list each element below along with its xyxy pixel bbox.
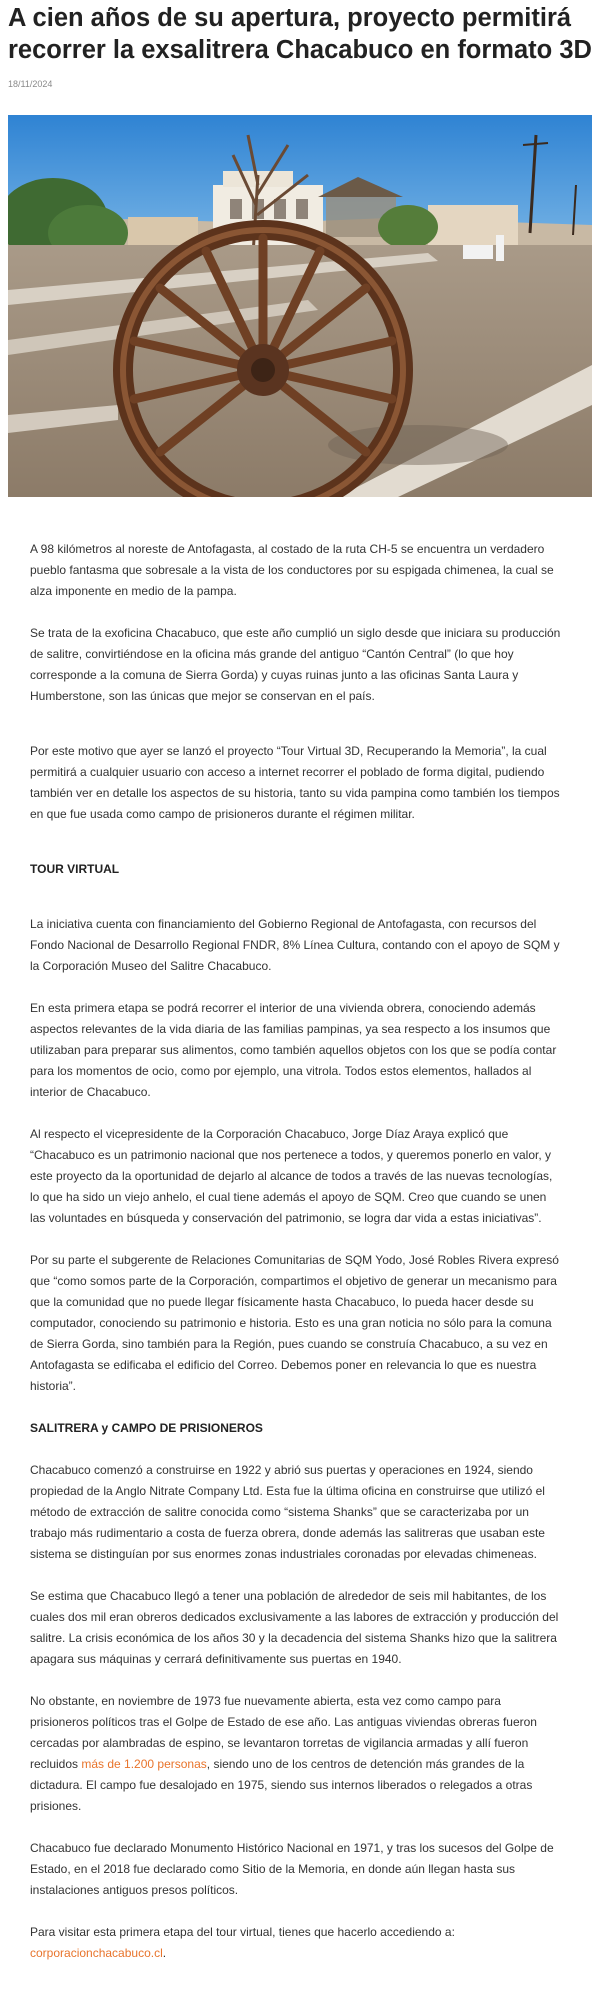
article-title: A cien años de su apertura, proyecto permitirá recorrer la exsalitrera Chacabuco en formato 3D (8, 4, 592, 64)
article-body (8, 497, 592, 1964)
paragraph: Chacabuco comenzó a construirse en 1922 y abrió sus puertas y operaciones en 1924, siendo propiedad de la Anglo Nitrate Company Ltd. Esta fue la última oficina en construirse que utilizó el método de extracción de salitre conocida como “sistema Shanks” que se caracterizaba por un trabajo más rudimentario a costa de fuerza obrera, donde además las salitreras que usaban este sistema se distinguían por sus enormes zonas industriales coronadas por elevadas chimeneas. (30, 1463, 545, 1561)
paragraph: La iniciativa cuenta con financiamiento del Gobierno Regional de Antofagasta, con recursos del Fondo Nacional de Desarrollo Regional FNDR, 8% Línea Cultura, contando con el apoyo de SQM y la Corporación Museo del Salitre Chacabuco. (30, 917, 560, 973)
article-date: 18/11/2024 (8, 79, 53, 89)
website-link[interactable]: corporacionchacabuco.cl (30, 1946, 163, 1960)
paragraph: Se estima que Chacabuco llegó a tener una población de alrededor de seis mil habitantes, de los cuales dos mil eran obreros dedicados exclusivamente a las labores de extracción y producción del salitre. La crisis económica de los años 30 y la decadencia del sistema Shanks hizo que la salitrera apagara sus máquinas y cerrará definitivamente sus puertas en 1940. (30, 1589, 559, 1666)
paragraph-text: No obstante, en noviembre de 1973 fue nuevamente abierta, esta vez como campo para prisioneros políticos tras el Golpe de Estado de ese año. Las antiguas viviendas obreras fueron cercadas por alambradas de espino, se levantaron torretas de vigilancia armadas y allí fueron recluidos (30, 1694, 537, 1771)
inline-link[interactable]: más de 1.200 personas (81, 1757, 207, 1771)
paragraph-text: . (162, 1946, 167, 1960)
paragraph: Por este motivo que ayer se lanzó el proyecto “Tour Virtual 3D, Recuperando la Memoria”, la cual permitirá a cualquier usuario con acceso a internet recorrer el poblado de forma digital, pudiendo también ver en detalle los aspectos de su historia, tanto su vida pampina como también los tiempos en que fue usada como campo de prisioneros durante el régimen militar. (30, 744, 560, 821)
paragraph-text: Para visitar esta primera etapa del tour virtual, tienes que hacerlo accediendo a: (30, 1925, 455, 1939)
section-heading: SALITRERA y CAMPO DE PRISIONEROS (30, 1421, 263, 1435)
paragraph: Al respecto el vicepresidente de la Corporación Chacabuco, Jorge Díaz Araya explicó que “Chacabuco es un patrimonio nacional que nos pertenece a todos, y queremos ponerlo en valor, y este proyecto da la oportunidad de dejarlo al alcance de todos a través de las nuevas tecnologías, lo que ha sido un viejo anhelo, el cual tiene además el apoyo de SQM. Creo que cuando se unen las voluntades en búsqueda y conservación del patrimonio, se logra dar vida a estas iniciativas”. (30, 1127, 553, 1225)
paragraph: Por su parte el subgerente de Relaciones Comunitarias de SQM Yodo, José Robles Rivera expresó que “como somos parte de la Corporación, compartimos el objetivo de generar un mecanismo para que la comunidad que no puede llegar físicamente hasta Chacabuco, lo pueda hacer desde su computador, conociendo su patrimonio e historia. Esto es una gran noticia no sólo para la comuna de Sierra Gorda, sino también para la Región, pues cuando se construía Chacabuco, a su vez en Antofagasta se edificaba el edificio del Correo. Debemos poner en relevancia lo que es nuestra historia”. (30, 1253, 559, 1393)
hero-photo (8, 115, 592, 497)
paragraph (30, 1922, 562, 1964)
paragraph: A 98 kilómetros al noreste de Antofagasta, al costado de la ruta CH-5 se encuentra un verdadero pueblo fantasma que sobresale a la vista de los conductores por su espigada chimenea, la cual se alza imponente en medio de la pampa. (30, 542, 554, 598)
section-heading: TOUR VIRTUAL (30, 862, 120, 876)
paragraph: En esta primera etapa se podrá recorrer el interior de una vivienda obrera, conociendo además aspectos relevantes de la vida diaria de las familias pampinas, ya sea respecto a los insumos que utilizaban para preparar sus alimentos, como también aquellos objetos con los que se podía contar para los momentos de ocio, como por ejemplo, una vitrola. Todos estos elementos, hallados al interior de Chacabuco. (30, 1001, 557, 1099)
paragraph-text: , siendo uno de los centros de detención más grandes de la dictadura. El campo fue desalojado en 1975, siendo sus internos liberados o relegados a otras prisiones. (30, 1757, 533, 1813)
paragraph (30, 1691, 562, 1817)
paragraph: Se trata de la exoficina Chacabuco, que este año cumplió un siglo desde que iniciara su producción de salitre, convirtiéndose en la oficina más grande del antiguo “Cantón Central” (lo que hoy corresponde a la comuna de Sierra Gorda) y cuyas ruinas junto a las oficinas Santa Laura y Humberstone, son las únicas que mejor se conservan en el país. (30, 626, 561, 703)
paragraph: Chacabuco fue declarado Monumento Histórico Nacional en 1971, y tras los sucesos del Golpe de Estado, en el 2018 fue declarado como Sitio de la Memoria, en donde aún llegan hasta sus instalaciones antiguos presos políticos. (30, 1841, 554, 1897)
